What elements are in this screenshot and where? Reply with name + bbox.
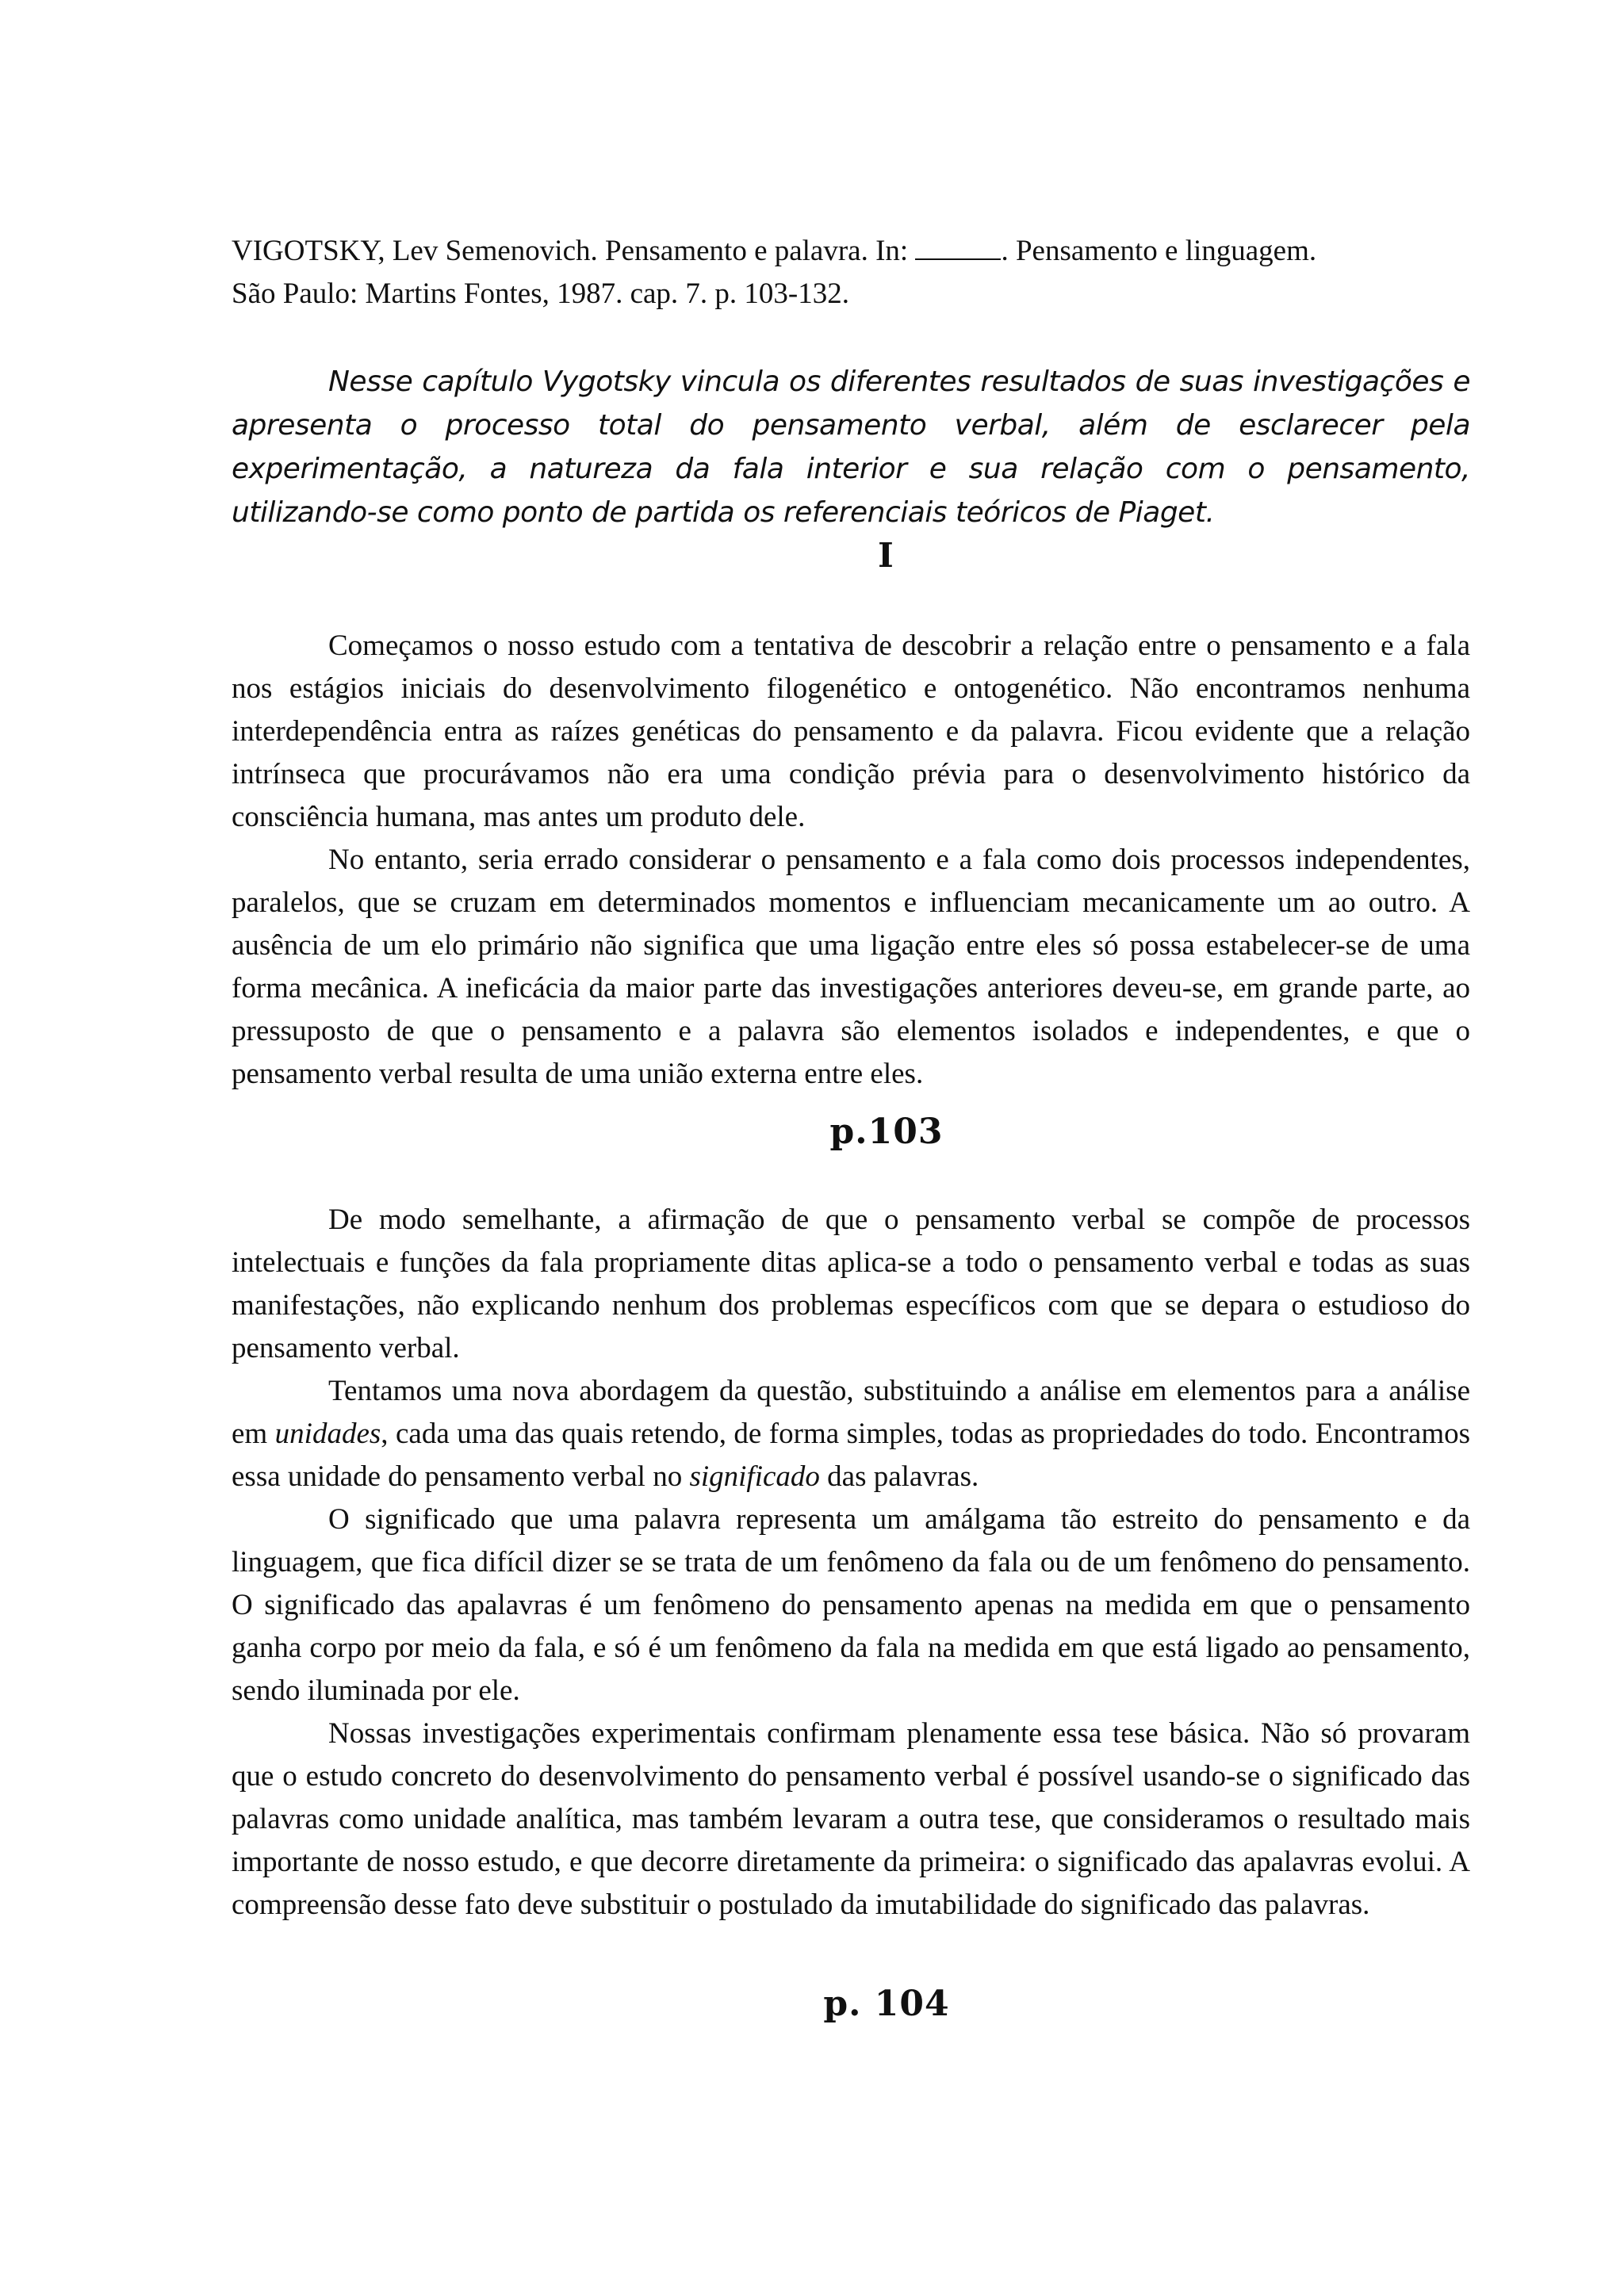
bibliographic-reference xyxy=(232,230,1470,316)
reference-line1-start: VIGOTSKY, Lev Semenovich. Pensamento e palavra. In: xyxy=(232,235,916,267)
page-number-marker: p. 104 xyxy=(823,1984,950,2024)
paragraph-text: , cada uma das quais retendo, de forma simples, todas as propriedades do todo. Encontramos essa unidade do pensamento verbal no xyxy=(232,1418,1470,1493)
section-marker: I xyxy=(878,536,895,575)
paragraph: No entanto, seria errado considerar o pensamento e a fala como dois processos independentes, paralelos, que se cruzam em determinados momentos e influenciam mecanicamente um ao outro. A ausência de um elo primário não significa que uma ligação entre eles só possa estabelecer-se de uma forma mecânica. A ineficácia da maior parte das investigações anteriores deveu-se, em grande parte, ao pressuposto de que o pensamento e a palavra são elementos isolados e independentes, e que o pensamento verbal resulta de uma união externa entre eles. xyxy=(232,844,1470,1090)
chapter-abstract: Nesse capítulo Vygotsky vincula os diferentes resultados de suas investigações e apresenta o processo total do pensamento verbal, além de esclarecer pela experimentação, a natureza da fala interior e sua relação com o pensamento, utilizando-se como ponto de partida os referenciais teóricos de Piaget. xyxy=(232,365,1470,529)
paragraph-text: das palavras. xyxy=(819,1460,979,1493)
reference-line2: São Paulo: Martins Fontes, 1987. cap. 7. p. 103-132. xyxy=(232,277,850,310)
paragraph: Nossas investigações experimentais confirmam plenamente essa tese básica. Não só provaram que o estudo concreto do desenvolvimento do pensamento verbal é possível usando-se o significado das palavras como unidade analítica, mas também levaram a outra tese, que consideramos o resultado mais importante de nosso estudo, e que decorre diretamente da primeira: o significado das apalavras evolui. A compreensão desse fato deve substituir o postulado da imutabilidade do significado das palavras. xyxy=(232,1717,1470,1921)
paragraph: Começamos o nosso estudo com a tentativa de descobrir a relação entre o pensamento e a fala nos estágios iniciais do desenvolvimento filogenético e ontogenético. Não encontramos nenhuma interdependência entra as raízes genéticas do pensamento e da palavra. Ficou evidente que a relação intrínseca que procurávamos não era uma condição prévia para o desenvolvimento histórico da consciência humana, mas antes um produto dele. xyxy=(232,629,1470,833)
reference-blank-line xyxy=(915,235,1001,260)
page-number-marker: p.103 xyxy=(829,1112,944,1152)
paragraph: O significado que uma palavra representa um amálgama tão estreito do pensamento e da linguagem, que fica difícil dizer se se trata de um fenômeno da fala ou de um fenômeno do pensamento. O significado das apalavras é um fenômeno do pensamento apenas na medida em que o pensamento ganha corpo por meio da fala, e só é um fenômeno da fala na medida em que está ligado ao pensamento, sendo iluminada por ele. xyxy=(232,1503,1470,1707)
paragraph: De modo semelhante, a afirmação de que o pensamento verbal se compõe de processos intelectuais e funções da fala propriamente ditas aplica-se a todo o pensamento verbal e todas as suas manifestações, não explicando nenhum dos problemas específicos com que se depara o estudioso do pensamento verbal. xyxy=(232,1203,1470,1364)
document-page xyxy=(232,230,1470,2026)
reference-line1-end: . Pensamento e linguagem. xyxy=(1001,235,1317,267)
emphasis-significado: significado xyxy=(689,1460,820,1493)
paragraph-text: Tentamos uma nova abordagem da questão, substituindo a análise em elementos para a análise em xyxy=(232,1375,1470,1450)
emphasis-unidades: unidades xyxy=(274,1418,381,1450)
paragraph xyxy=(232,1370,1470,1498)
